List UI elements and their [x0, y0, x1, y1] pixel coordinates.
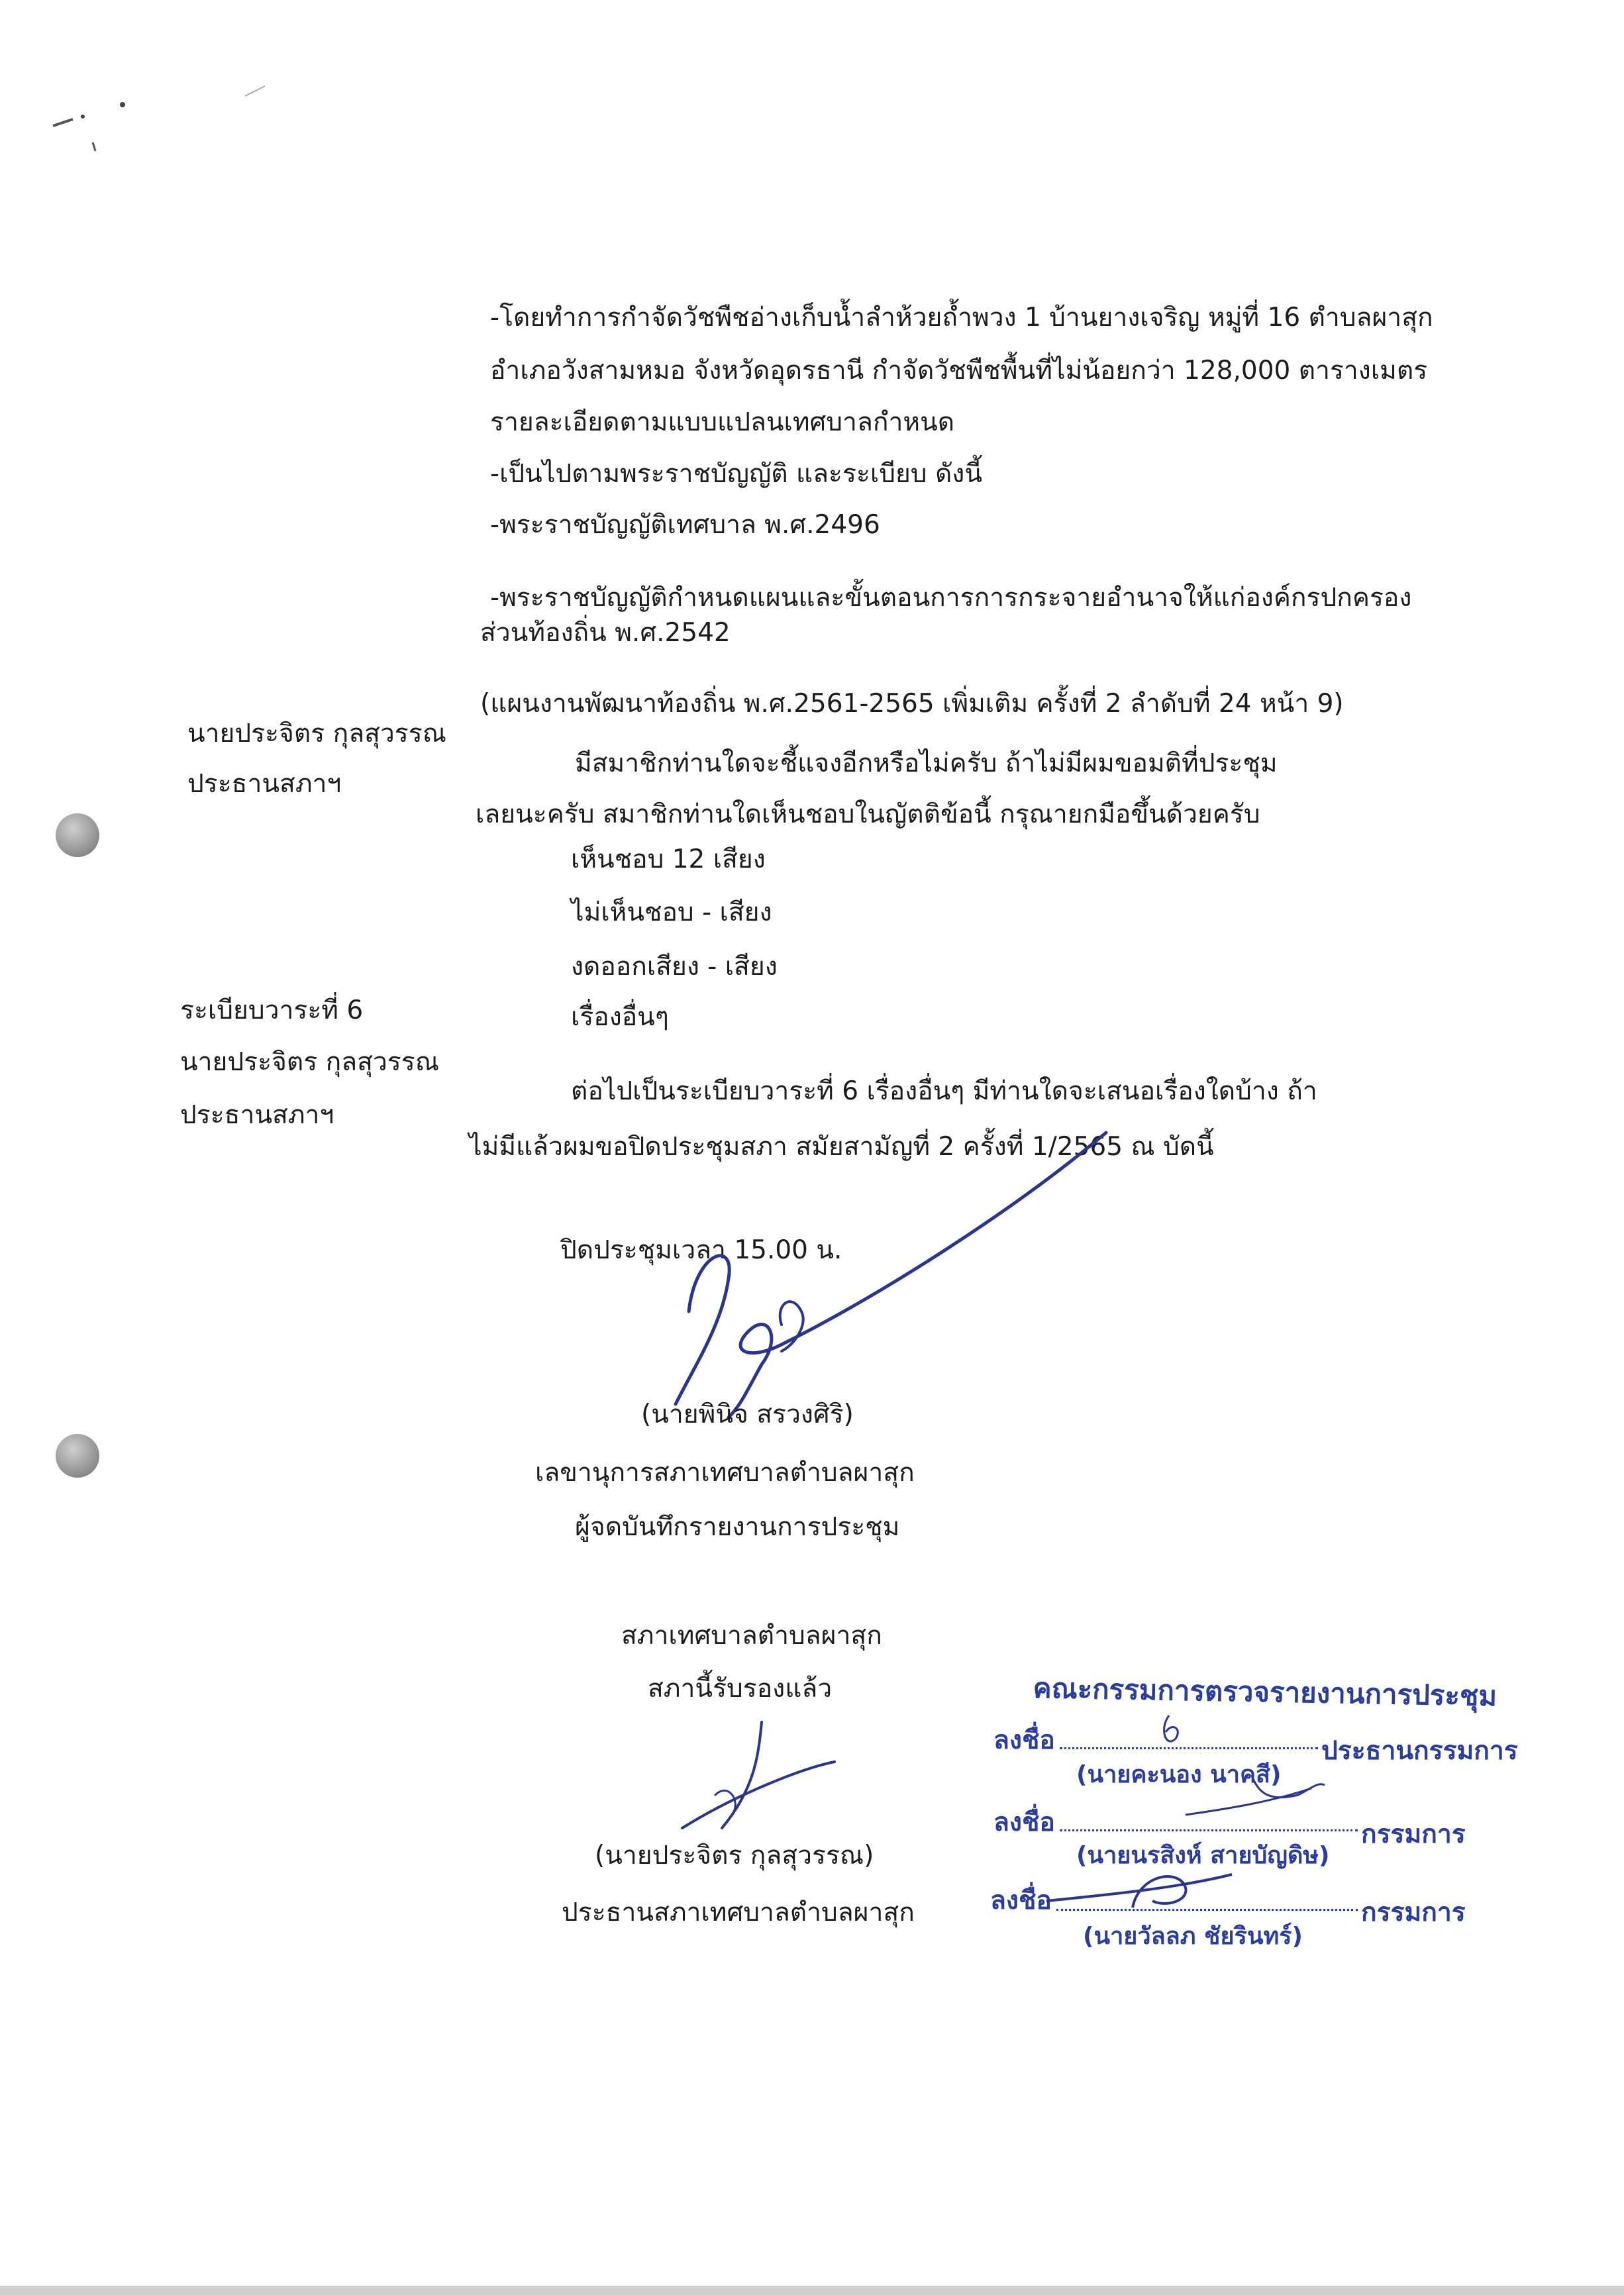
council-chair-signature [669, 1715, 868, 1848]
committee-role: กรรมการ [1361, 1819, 1466, 1849]
committee-heading: คณะกรรมการตรวจรายงานการประชุม [1033, 1672, 1497, 1713]
body-line: -โดยทำการกำจัดวัชพืชอ่างเก็บน้ำลำห้วยถ้ำพวง 1 บ้านยางเจริญ หมู่ที่ 16 ตำบลผาสุก [490, 303, 1433, 332]
speaker-role: ประธานสภาฯ [187, 769, 342, 799]
closing-time: ปิดประชุมเวลา 15.00 น. [560, 1235, 842, 1265]
body-line: (แผนงานพัฒนาท้องถิ่น พ.ศ.2561-2565 เพิ่มเติม ครั้งที่ 2 ลำดับที่ 24 หน้า 9) [480, 689, 1344, 719]
vote-abstain: งดออกเสียง - เสียง [571, 952, 778, 982]
vote-disapprove: ไม่เห็นชอบ - เสียง [571, 897, 772, 927]
committee-member-name: (นายวัลลภ ชัยรินทร์) [1083, 1923, 1303, 1950]
speaker-name: นายประจิตร กุลสุวรรณ [187, 719, 446, 748]
committee-member-name: (นายนรสิงห์ สายบัญดิษ) [1076, 1842, 1330, 1869]
body-line: รายละเอียดตามแบบแปลนเทศบาลกำหนด [490, 407, 955, 437]
council-chair-name: (นายประจิตร กุลสุวรรณ) [595, 1841, 874, 1870]
council-name: สภาเทศบาลตำบลผาสุก [621, 1621, 882, 1651]
body-line: -พระราชบัญญัติกำหนดแผนและขั้นตอนการการกระจายอำนาจให้แก่องค์กรปกครอง [490, 583, 1412, 613]
body-line: -เป็นไปตามพระราชบัญญัติ และระเบียบ ดังนี้ [490, 459, 982, 489]
committee-role: ประธานกรรมการ [1321, 1736, 1518, 1766]
committee-sign-label: ลงชื่อ [990, 1886, 1052, 1915]
committee-sign-label: ลงชื่อ [993, 1725, 1055, 1755]
secretary-title: เลขานุการสภาเทศบาลตำบลผาสุก [535, 1458, 915, 1488]
speaker-name: นายประจิตร กุลสุวรรณ [180, 1047, 439, 1077]
body-line: ส่วนท้องถิ่น พ.ศ.2542 [480, 618, 731, 648]
secretary-name: (นายพินิจ สรวงศิริ) [641, 1400, 854, 1429]
council-approval: สภานี้รับรองแล้ว [648, 1674, 833, 1704]
committee-sign-label: ลงชื่อ [993, 1808, 1055, 1837]
committee-signatures [1033, 1702, 1351, 1927]
secretary-signature [649, 1126, 1113, 1444]
speaker-role: ประธานสภาฯ [180, 1100, 334, 1130]
council-chair-title: ประธานสภาเทศบาลตำบลผาสุก [562, 1898, 915, 1927]
scan-specks [46, 93, 179, 166]
body-line: -พระราชบัญญัติเทศบาล พ.ศ.2496 [490, 510, 880, 540]
scan-edge [0, 2286, 1624, 2295]
body-line: อำเภอวังสามหมอ จังหวัดอุดรธานี กำจัดวัชพืชพื้นที่ไม่น้อยกว่า 128,000 ตารางเมตร [490, 356, 1428, 385]
speech-line: ต่อไปเป็นระเบียบวาระที่ 6 เรื่องอื่นๆ มีท่านใดจะเสนอเรื่องใดบ้าง ถ้า [571, 1076, 1317, 1106]
punch-hole-bottom [56, 1434, 99, 1478]
speech-line: มีสมาชิกท่านใดจะชี้แจงอีกหรือไม่ครับ ถ้าไม่มีผมขอมติที่ประชุม [575, 748, 1278, 778]
agenda-label: ระเบียบวาระที่ 6 [180, 995, 364, 1025]
committee-role: กรรมการ [1361, 1898, 1466, 1927]
speech-line: เลยนะครับ สมาชิกท่านใดเห็นชอบในญัตติข้อนี้ กรุณายกมือขึ้นด้วยครับ [476, 799, 1260, 829]
vote-approve: เห็นชอบ 12 เสียง [571, 844, 766, 874]
committee-member-name: (นายคะนอง นาคสี) [1076, 1761, 1282, 1788]
speech-line: ไม่มีแล้วผมขอปิดประชุมสภา สมัยสามัญที่ 2 ครั้งที่ 1/2565 ณ บัดนี้ [469, 1132, 1214, 1162]
secretary-duty: ผู้จดบันทึกรายงานการประชุม [575, 1512, 900, 1542]
punch-hole-top [56, 813, 99, 857]
agenda-title: เรื่องอื่นๆ [571, 1002, 669, 1032]
